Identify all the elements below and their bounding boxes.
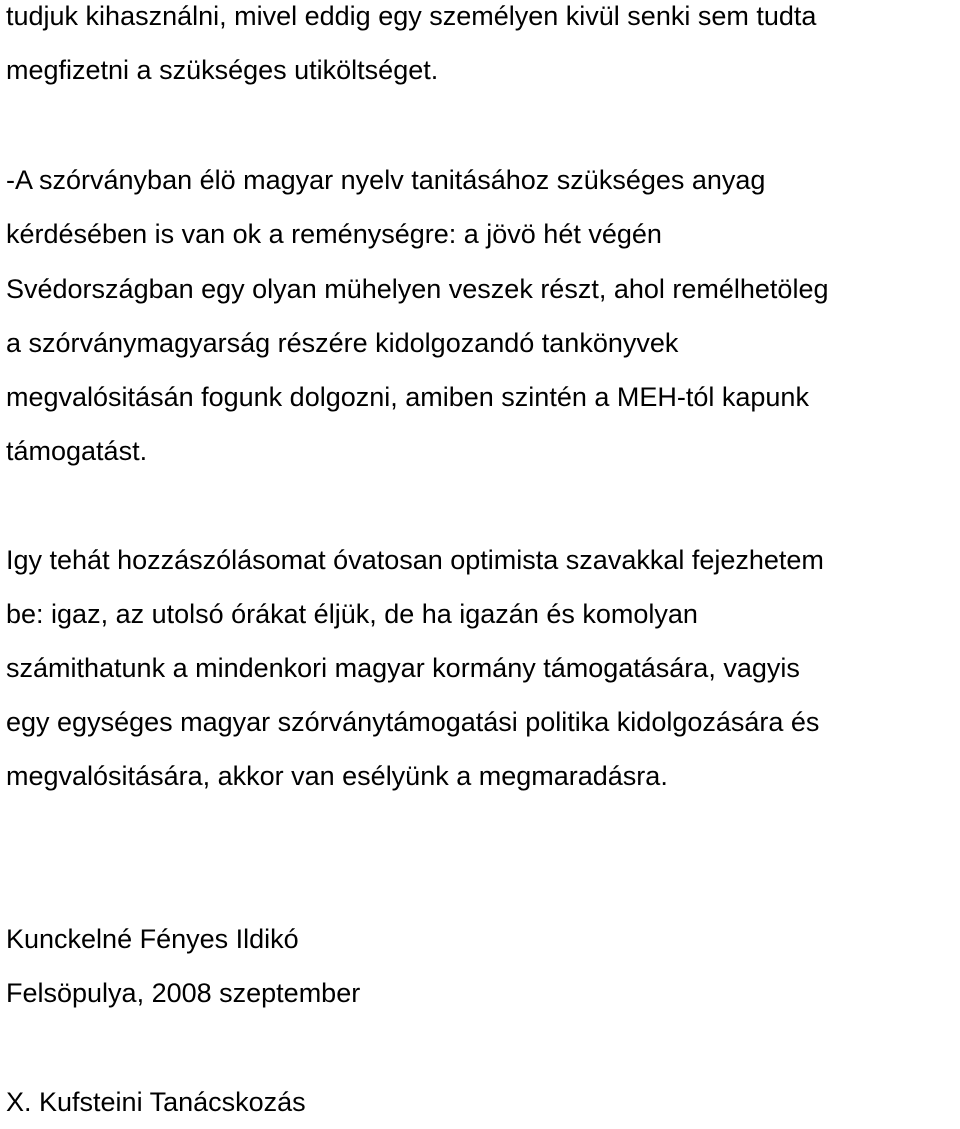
text-line: támogatást.: [6, 436, 148, 466]
text-line: Svédországban egy olyan mühelyen veszek részt, ahol remélhetöleg: [6, 274, 829, 304]
text-line: kérdésében is van ok a reménységre: a jövö hét végén: [6, 219, 662, 249]
text-line: egy egységes magyar szórványtámogatási politika kidolgozására és: [6, 707, 820, 737]
text-line: megvalósitásán fogunk dolgozni, amiben szintén a MEH-tól kapunk: [6, 382, 809, 412]
footer-title: X. Kufsteini Tanácskozás: [6, 1087, 306, 1117]
author-name: Kunckelné Fényes Ildikó: [6, 924, 299, 954]
place-date: Felsöpulya, 2008 szeptember: [6, 978, 361, 1008]
text-line: megfizetni a szükséges utiköltséget.: [6, 55, 439, 85]
text-line: -A szórványban élö magyar nyelv tanitásához szükséges anyag: [6, 165, 766, 195]
text-line: számithatunk a mindenkori magyar kormány támogatására, vagyis: [6, 653, 800, 683]
text-line: be: igaz, az utolsó órákat éljük, de ha igazán és komolyan: [6, 599, 698, 629]
text-line: Igy tehát hozzászólásomat óvatosan optimista szavakkal fejezhetem: [6, 545, 824, 575]
text-line: tudjuk kihasználni, mivel eddig egy személyen kivül senki sem tudta: [6, 1, 817, 31]
text-line: megvalósitására, akkor van esélyünk a megmaradásra.: [6, 761, 668, 791]
text-line: a szórványmagyarság részére kidolgozandó tankönyvek: [6, 328, 679, 358]
